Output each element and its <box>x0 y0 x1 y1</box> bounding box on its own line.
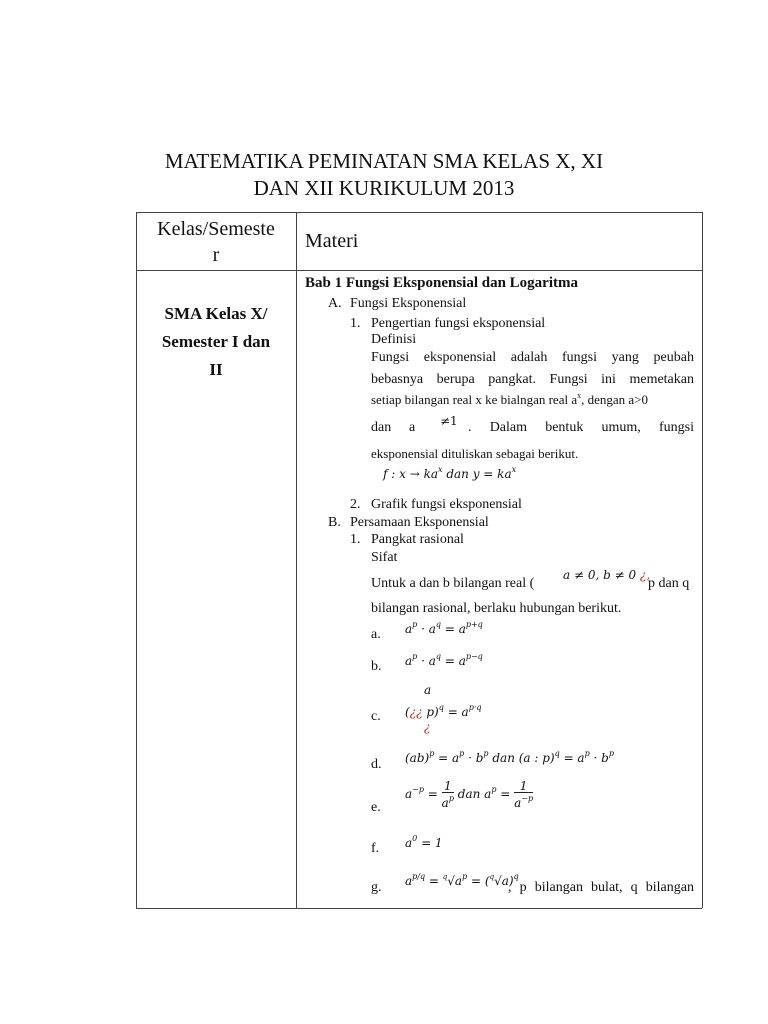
formula-f-label: f. <box>371 841 380 856</box>
definition-line-5: eksponensial dituliskan sebagai berikut. <box>371 446 579 461</box>
formula-g-label: g. <box>371 880 382 895</box>
formula-c-bottom: ¿ <box>424 720 431 734</box>
formula-general <box>383 465 516 481</box>
section-a-label: A. <box>328 296 342 311</box>
table-column-divider <box>296 212 297 908</box>
definition-line-1: Fungsi eksponensial adalah fungsi yang peubah <box>371 350 694 365</box>
formula-g: $a^{p/q} = ^q√a^p = (^q√a)^q$ <box>405 872 519 888</box>
table-bottom-border <box>136 908 702 909</box>
item-a1-title: Pengertian fungsi eksponensial <box>371 316 546 331</box>
formula-a-label: a. <box>371 627 381 642</box>
not-equal-one: ≠1 <box>440 414 458 428</box>
item-b1-title: Pangkat rasional <box>371 532 464 547</box>
kelas-line-2: Semester I dan <box>161 332 271 351</box>
item-b1-label: 1. <box>350 532 361 547</box>
formula-d-label: d. <box>371 757 382 772</box>
item-a2-title: Grafik fungsi eksponensial <box>371 497 522 512</box>
formula-f: f : x → ka <box>383 467 438 481</box>
definition-line-2: bebasnya berupa pangkat. Fungsi ini memetakan <box>371 372 694 387</box>
formula-f-sup: x <box>438 465 443 474</box>
header-kelas-semester <box>136 216 296 268</box>
definition-dan: dan <box>371 420 392 435</box>
section-b-title: Persamaan Eksponensial <box>350 515 489 530</box>
table-top-border <box>136 212 702 213</box>
untuk-line-2: bilangan rasional, berlaku hubungan berikut. <box>371 601 622 616</box>
untuk-line-end: p dan q <box>648 576 690 591</box>
title-line-1: MATEMATIKA PEMINATAN SMA KELAS X, XI <box>164 149 604 173</box>
chapter-heading: Bab 1 Fungsi Eksponensial dan Logaritma <box>305 275 578 291</box>
formula-f-sup2: x <box>511 465 517 474</box>
definisi-label: Definisi <box>371 332 417 347</box>
formula-f-item: $a^0 = 1$ <box>405 834 443 850</box>
untuk-condition-red: ¿, <box>639 568 651 582</box>
untuk-condition-text: a ≠ 0, b ≠ 0 <box>563 568 640 582</box>
header-materi: Materi <box>305 230 359 252</box>
definition-line-3-text: setiap bilangan real x ke bialngan real a <box>371 392 578 407</box>
formula-c: (¿¿ $p)^q = a^{p\cdot q}$ <box>405 703 482 719</box>
item-a2-label: 2. <box>350 497 361 512</box>
table-header-divider <box>136 270 702 271</box>
formula-d: $(ab)^p = a^p \cdot b^p$ dan (a : $p)^q = a^p \cdot b^p$ <box>405 749 614 765</box>
kelas-line-1: SMA Kelas X/ <box>164 304 268 323</box>
item-a1-label: 1. <box>350 316 361 331</box>
formula-b-label: b. <box>371 659 382 674</box>
formula-b: $a^p \cdot a^q = a^{p-q}$ <box>405 652 483 668</box>
definition-line-3-sup: x <box>577 391 582 400</box>
formula-c-top: a <box>424 683 432 697</box>
definition-a: a <box>409 420 416 435</box>
sifat-label: Sifat <box>371 550 398 565</box>
untuk-condition <box>563 568 650 582</box>
untuk-line-start: Untuk a dan b bilangan real ( <box>371 576 535 591</box>
definition-line-3 <box>371 391 648 408</box>
formula-g-tail: , p bilangan bulat, q bilangan <box>508 880 694 895</box>
formula-a: $a^p \cdot a^q = a^{p+q}$ <box>405 620 483 636</box>
formula-e-label: e. <box>371 800 381 815</box>
kelas-semester-cell <box>136 300 296 384</box>
formula-e: $a^{-p}$ = $\frac{1}{a^p}$ dan $a^p$ = $\frac{1}{a^{-p}}$ <box>405 779 534 810</box>
document-title <box>0 148 768 202</box>
header-kelas-line-1: Kelas/Semeste <box>157 218 275 240</box>
formula-c-label: c. <box>371 709 381 724</box>
definition-line-4-rest: . Dalam bentuk umum, fungsi <box>468 420 694 435</box>
section-b-label: B. <box>328 515 341 530</box>
section-a-title: Fungsi Eksponensial <box>350 296 467 311</box>
table-right-border <box>702 212 703 908</box>
formula-f-mid: dan y = ka <box>442 467 512 481</box>
definition-line-3-tail: , dengan a>0 <box>581 392 649 407</box>
header-kelas-line-2: r <box>212 244 220 266</box>
title-line-2: DAN XII KURIKULUM 2013 <box>253 176 515 200</box>
kelas-line-3: II <box>209 360 223 379</box>
